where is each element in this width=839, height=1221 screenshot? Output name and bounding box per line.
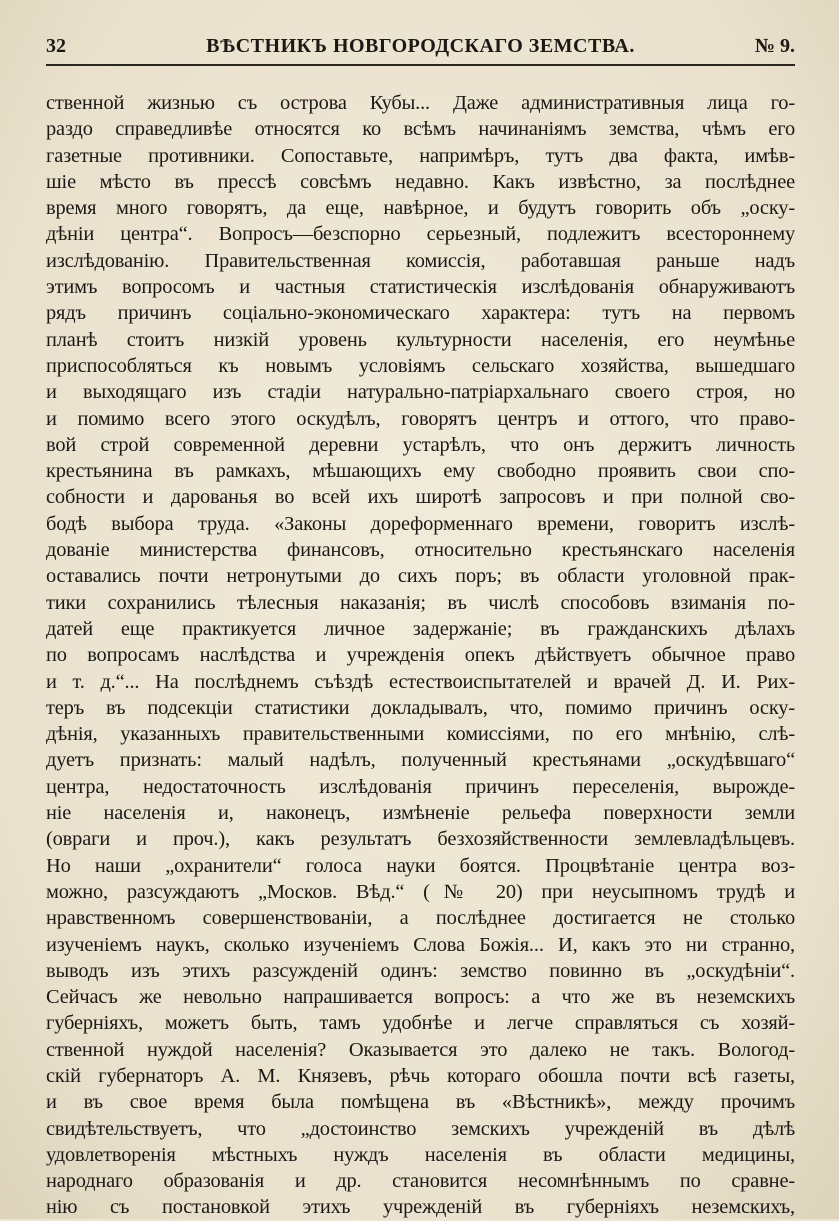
text-line: планѣ стоитъ низкій уровень культурности населенія, его неумѣнье <box>46 328 795 351</box>
text-line: изслѣдованію. Правительственная комиссія, работавшая раньше надъ <box>46 249 795 272</box>
text-line: этимъ вопросомъ и частныя статистическія изслѣдованія обнаруживаютъ <box>46 276 795 299</box>
text-line: по вопросамъ наслѣдства и учрежденія опекъ дѣйствуетъ обычное право <box>46 644 795 667</box>
text-line: шіе мѣсто въ прессѣ совсѣмъ недавно. Какъ извѣстно, за послѣднее <box>46 170 795 193</box>
issue-number: № 9. <box>754 35 795 57</box>
text-line: бодѣ выбора труда. «Законы дореформеннаго времени, говоритъ изслѣ- <box>46 512 795 535</box>
text-line: дѣнія, указанныхъ правительственными комиссіями, по его мнѣнію, слѣ- <box>46 723 795 746</box>
text-line: дованіе министерства финансовъ, относительно крестьянскаго населенія <box>46 539 795 562</box>
text-line: крестьянина въ рамкахъ, мѣшающихъ ему свободно проявить свои спо- <box>46 460 795 483</box>
text-line: и въ свое время была помѣщена въ «Вѣстникѣ», между прочимъ <box>46 1091 795 1114</box>
text-line: изученіемъ наукъ, сколько изученіемъ Слова Божія... И, какъ это ни странно, <box>46 933 795 956</box>
text-line: приспособляться къ новымъ условіямъ сельскаго хозяйства, вышедшаго <box>46 354 795 377</box>
text-line: рядъ причинъ соціально-экономическаго характера: тутъ на первомъ <box>46 302 795 325</box>
text-line: теръ въ подсекціи статистики докладывалъ, что, помимо причинъ оску- <box>46 696 795 719</box>
text-line: (овраги и проч.), какъ результатъ безхозяйственности землевладѣльцевъ. <box>46 828 795 851</box>
text-line: газетные противники. Сопоставьте, напримѣръ, тутъ два факта, имѣв- <box>46 144 795 167</box>
text-line: и выходящаго изъ стадіи натурально-патріархальнаго своего строя, но <box>46 381 795 404</box>
text-line: датей еще практикуется личное задержаніе; въ гражданскихъ дѣлахъ <box>46 617 795 640</box>
text-line: свидѣтельствуетъ, что „достоинство земскихъ учрежденій въ дѣлѣ <box>46 1117 795 1140</box>
text-line: можно, разсуждаютъ „Москов. Вѣд.“ (№ 20) при неусыпномъ трудѣ и <box>46 880 795 903</box>
text-line: и т. д.“... На послѣднемъ съѣздѣ естествоиспытателей и врачей Д. И. Рих- <box>46 670 795 693</box>
text-line: время много говорятъ, да еще, навѣрное, и будутъ говорить объ „оску- <box>46 197 795 220</box>
text-line: ственной жизнью съ острова Кубы... Даже административныя лица го- <box>46 92 795 114</box>
text-line: Сейчасъ же невольно напрашивается вопросъ: а что же въ неземскихъ <box>46 986 795 1009</box>
text-line: скій губернаторъ А. М. Князевъ, рѣчь котораго обошла почти всѣ газеты, <box>46 1064 795 1087</box>
text-line: выводъ изъ этихъ разсужденій одинъ: земство повинно въ „оскудѣніи“. <box>46 959 795 982</box>
running-title: ВѢСТНИКЪ НОВГОРОДСКАГО ЗЕМСТВА. <box>206 35 635 57</box>
text-line: удовлетворенія мѣстныхъ нуждъ населенія въ области медицины, <box>46 1143 795 1166</box>
text-line: дѣніи центра“. Вопросъ—безспорно серьезный, подлежитъ всестороннему <box>46 223 795 246</box>
text-line: оставались почти нетронутыми до сихъ поръ; въ области уголовной прак- <box>46 565 795 588</box>
text-line: нравственномъ совершенствованіи, а послѣднее достигается не столько <box>46 907 795 930</box>
text-line: и помимо всего этого оскудѣлъ, говорятъ центръ и оттого, что право- <box>46 407 795 430</box>
body-text <box>46 90 795 1221</box>
text-line: вой строй современной деревни устарѣлъ, что онъ держитъ личность <box>46 433 795 456</box>
text-line: ніе населенія и, наконецъ, измѣненіе рельефа поверхности земли <box>46 802 795 825</box>
text-line: ственной нуждой населенія? Оказывается это далеко не такъ. Вологод- <box>46 1038 795 1061</box>
text-line: дуетъ признать: малый надѣлъ, полученный крестьянами „оскудѣвшаго“ <box>46 749 795 772</box>
page-number: 32 <box>46 35 66 57</box>
text-line: губерніяхъ, можетъ быть, тамъ удобнѣе и легче справляться съ хозяй- <box>46 1012 795 1035</box>
text-line: центра, недостаточность изслѣдованія причинъ переселенія, вырожде- <box>46 775 795 798</box>
text-line: тики сохранились тѣлесныя наказанія; въ числѣ способовъ взиманія по- <box>46 591 795 614</box>
text-line: нію съ постановкой этихъ учрежденій въ губерніяхъ неземскихъ, <box>46 1196 795 1219</box>
text-line: Но наши „охранители“ голоса науки боятся. Процвѣтаніе центра воз- <box>46 854 795 877</box>
text-line: собности и дарованья во всей ихъ широтѣ запросовъ и при полной сво- <box>46 486 795 509</box>
text-line: раздо справедливѣе относятся ко всѣмъ начинаніямъ земства, чѣмъ его <box>46 118 795 141</box>
text-line: народнаго образованія и др. становится несомнѣннымъ по сравне- <box>46 1170 795 1193</box>
running-header <box>46 30 795 66</box>
